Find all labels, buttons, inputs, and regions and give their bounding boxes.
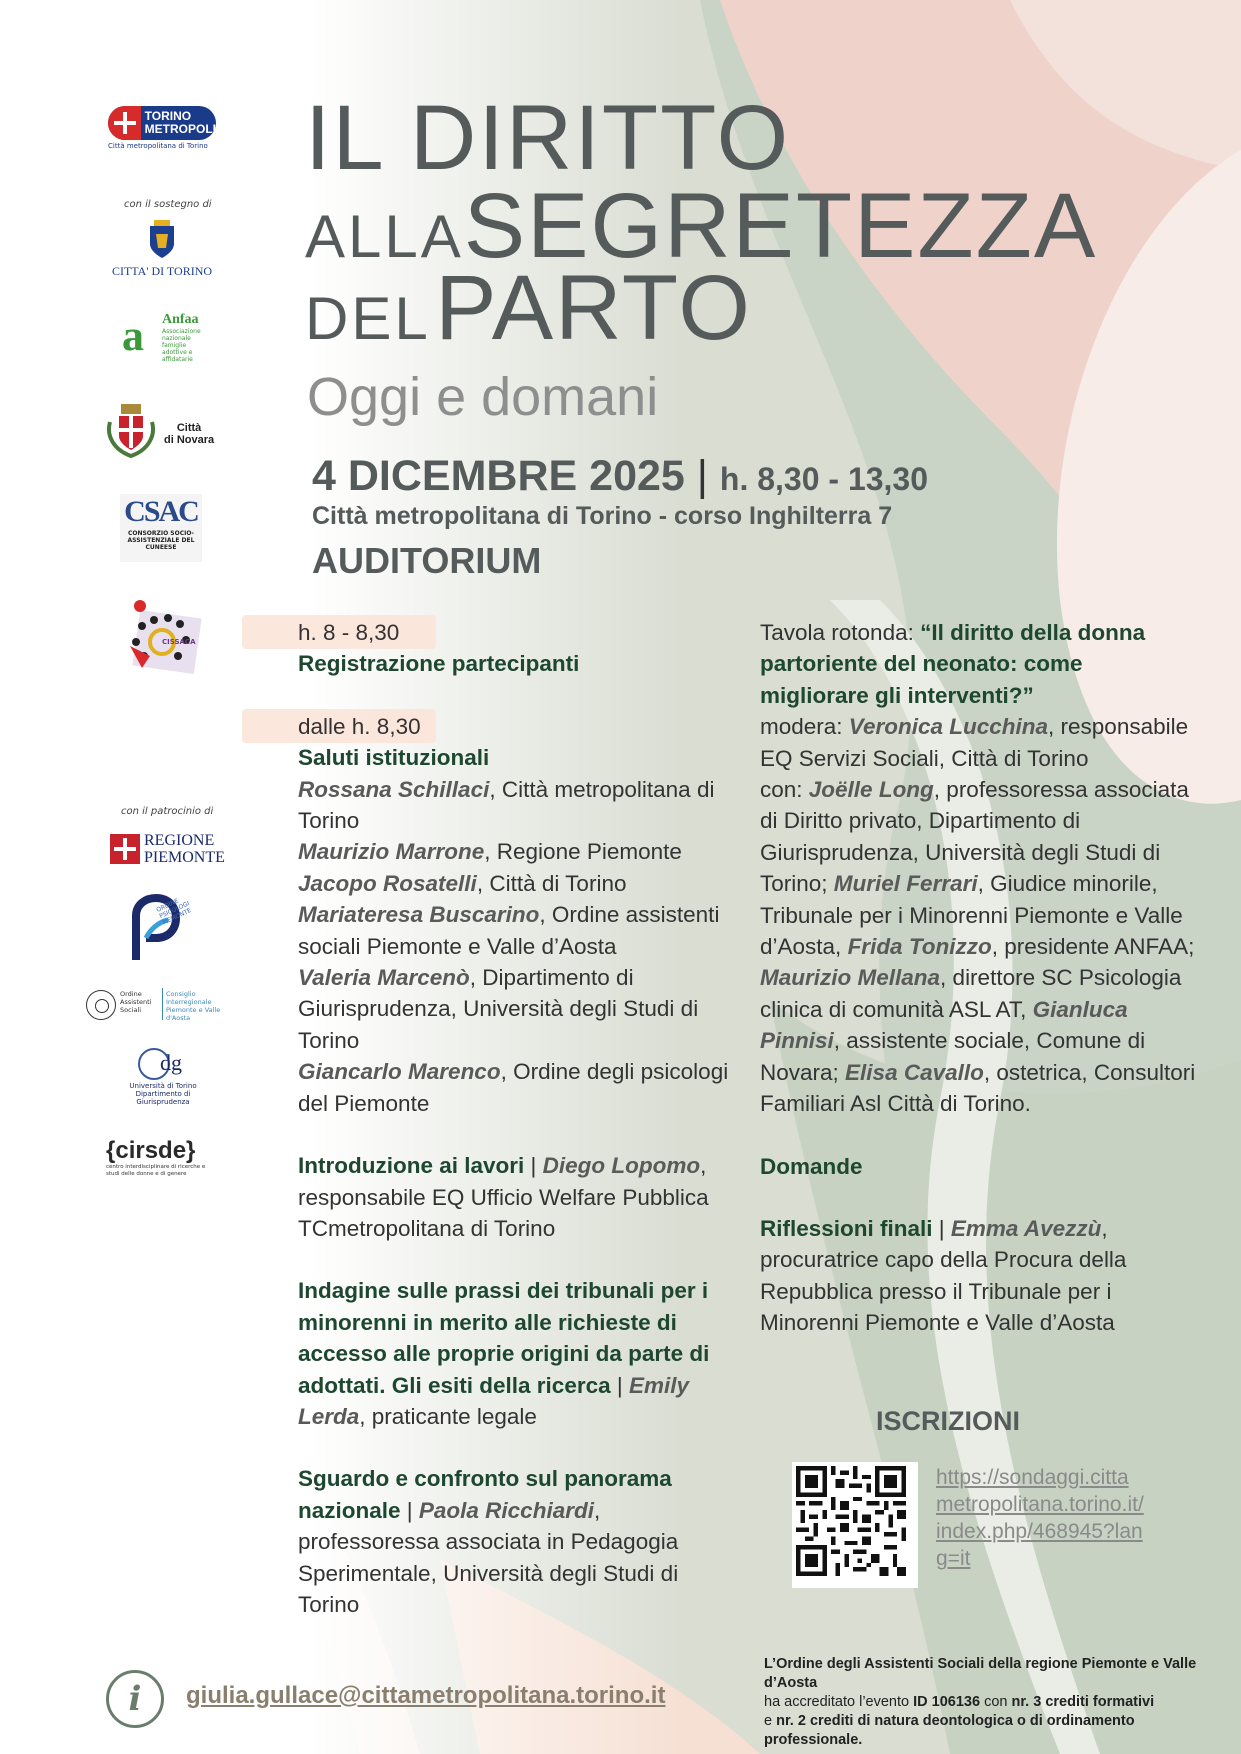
- event-venue: AUDITORIUM: [312, 540, 542, 581]
- torino-crest-icon: [148, 220, 176, 260]
- event-place: Città metropolitana di Torino - corso Inghilterra 7: [312, 502, 893, 530]
- logo-text: {cirsde}: [106, 1137, 196, 1164]
- logo-caption: centro interdisciplinare di ricerche e studi delle donne e di genere: [106, 1164, 206, 1177]
- title-line2-small: ALLA: [305, 203, 464, 270]
- logo-text: CISSACA: [162, 638, 196, 646]
- contact-email-link[interactable]: giulia.gullace@cittametropolitana.torino.it: [186, 1682, 666, 1709]
- logo-caption: Università di Torino Dipartimento di Giurisprudenza: [129, 1082, 197, 1106]
- credits-line2: ha accreditato l’evento ID 106136 con nr. 3 crediti formativi: [764, 1694, 1155, 1710]
- qr-code-icon[interactable]: [792, 1462, 918, 1588]
- logo-caption: CONSORZIO SOCIO-ASSISTENZIALE DEL CUNEESE: [127, 530, 195, 551]
- logo-text: Anfaa: [162, 312, 199, 327]
- logo-citta-torino: [108, 220, 216, 279]
- greeting-item: Giancarlo Marenco, Ordine degli psicologi del Piemonte: [298, 1059, 729, 1116]
- registration-title: Registrazione partecipanti: [298, 651, 580, 677]
- logo-ordine-psicologi: [128, 892, 196, 962]
- credits-note: [764, 1655, 1234, 1750]
- subtitle: Oggi e domani: [307, 367, 659, 427]
- logo-unito-giurisprudenza: [108, 1046, 218, 1106]
- greetings-title: Saluti istituzionali: [298, 745, 490, 771]
- registration-heading: ISCRIZIONI: [876, 1406, 1021, 1436]
- logo-csac: [120, 494, 202, 562]
- event-date: 4 DICEMBRE 2025: [312, 452, 685, 500]
- support-note: con il sostegno di: [124, 199, 212, 210]
- logo-text: di Novara: [164, 434, 215, 446]
- title-line3-big: PARTO: [435, 257, 752, 359]
- greetings-time: dalle h. 8,30: [298, 711, 738, 742]
- patronage-note: con il patrocinio di: [121, 806, 214, 817]
- event-date-line: [312, 452, 928, 501]
- research-item: Indagine sulle prassi dei tribunali per i minorenni in merito alle richieste di accesso alle proprie origini da parte di adottati. Gli esiti della ricerca | Emily Lerda, praticante legale: [298, 1278, 710, 1429]
- logo-anfaa: [122, 310, 212, 365]
- greeting-item: Maurizio Marrone, Regione Piemonte: [298, 839, 682, 865]
- assistenti-emblem-icon: [86, 990, 116, 1020]
- piemonte-flag-icon: [110, 834, 140, 864]
- questions: Domande: [760, 1153, 863, 1179]
- round-table: Tavola rotonda: “Il diritto della donna partoriente del neonato: come migliorare gli interventi?”: [760, 620, 1146, 708]
- greeting-item: Jacopo Rosatelli, Città di Torino: [298, 870, 627, 896]
- logo-cissaca: [120, 596, 204, 676]
- logo-text: METROPOLI: [144, 122, 216, 136]
- logo-text: Città: [176, 422, 202, 434]
- registration-link[interactable]: https://sondaggi.cittametropolitana.torino.it/index.php/468945?lang=it: [936, 1466, 1144, 1570]
- logo-ordine-assistenti: [86, 988, 238, 1022]
- program-right: [760, 617, 1196, 1339]
- logo-text: REGIONE: [144, 832, 215, 849]
- logo-caption: Consiglio Interregionale Piemonte e Valle d'Aosta: [166, 990, 221, 1022]
- intro-item: Introduzione ai lavori | Diego Lopomo, responsabile EQ Ufficio Welfare Pubblica TCmetropolitana di Torino: [298, 1153, 709, 1241]
- anfaa-mark-icon: a: [122, 311, 144, 360]
- speakers-list: con: Joëlle Long, professoressa associata di Diritto privato, Dipartimento di Giurisprudenza, Università degli Studi di Torino; Muriel Ferrari, Giudice minorile, Tribunale per i Minorenni Piemonte e Valle d’Aosta, Frida Tonizzo, presidente ANFAA; Maurizio Mellana, direttore SC Psicologia clinica di comunità ASL AT, Gianluca Pinnisi, assistente sociale, Comune di Novara; Elisa Cavallo, ostetrica, Consultori Familiari Asl Città di Torino.: [760, 777, 1196, 1117]
- logo-caption: Ordine Assistenti Sociali: [120, 990, 152, 1014]
- cissaca-people-icon: [120, 596, 204, 676]
- logo-text: CITTA' DI TORINO: [111, 264, 213, 278]
- national-item: Sguardo e confronto sul panorama nazionale | Paola Ricchiardi, professoressa associata in Pedagogia Sperimentale, Università degli Studi di Torino: [298, 1466, 679, 1617]
- event-time: h. 8,30 - 13,30: [719, 461, 929, 497]
- logo-text: TORINO: [144, 109, 192, 123]
- info-icon: i: [106, 1670, 164, 1728]
- title-line3-small: DEL: [305, 285, 431, 352]
- logo-citta-novara: [104, 402, 222, 458]
- logo-caption: Associazione nazionale famiglie adottive e affidatarie: [162, 328, 201, 363]
- greeting-item: Rossana Schillaci, Città metropolitana di Torino: [298, 776, 715, 834]
- final-reflections: Riflessioni finali | Emma Avezzù, procuratrice capo della Procura della Repubblica presso il Tribunale per i Minorenni Piemonte e Valle d’Aosta: [760, 1215, 1127, 1336]
- csac-mark-icon: CSAC: [124, 495, 198, 528]
- registration-time: h. 8 - 8,30: [298, 617, 738, 648]
- title-line2-big: SEGRETEZZA: [463, 175, 1098, 277]
- credits-line1: L’Ordine degli Assistenti Sociali della regione Piemonte e Valle d’Aosta: [764, 1656, 1197, 1691]
- logo-caption: ORDINE PSICOLOGI PIEMONTE: [155, 897, 193, 927]
- logo-cirsde: [106, 1138, 216, 1180]
- logo-caption: Città metropolitana di Torino: [108, 142, 208, 150]
- date-separator: |: [696, 452, 708, 500]
- logo-torino-metropoli: [108, 106, 216, 150]
- novara-crest-icon: [104, 402, 158, 458]
- title-line3: [305, 257, 752, 359]
- greeting-item: Valeria Marcenò, Dipartimento di Giurisprudenza, Università degli Studi di Torino: [298, 965, 699, 1053]
- credits-line3: e nr. 2 crediti di natura deontologica o di ordinamento professionale.: [764, 1713, 1135, 1748]
- greeting-item: Mariateresa Buscarino, Ordine assistenti sociali Piemonte e Valle d’Aosta: [298, 902, 720, 959]
- moderator: modera: Veronica Lucchina, responsabile EQ Servizi Sociali, Città di Torino: [760, 714, 1189, 771]
- logo-text: PIEMONTE: [144, 849, 225, 866]
- title-line1: IL DIRITTO: [305, 87, 791, 189]
- logo-regione-piemonte: [110, 832, 225, 868]
- program-left: [298, 617, 738, 1620]
- logo-text: dg: [160, 1050, 182, 1075]
